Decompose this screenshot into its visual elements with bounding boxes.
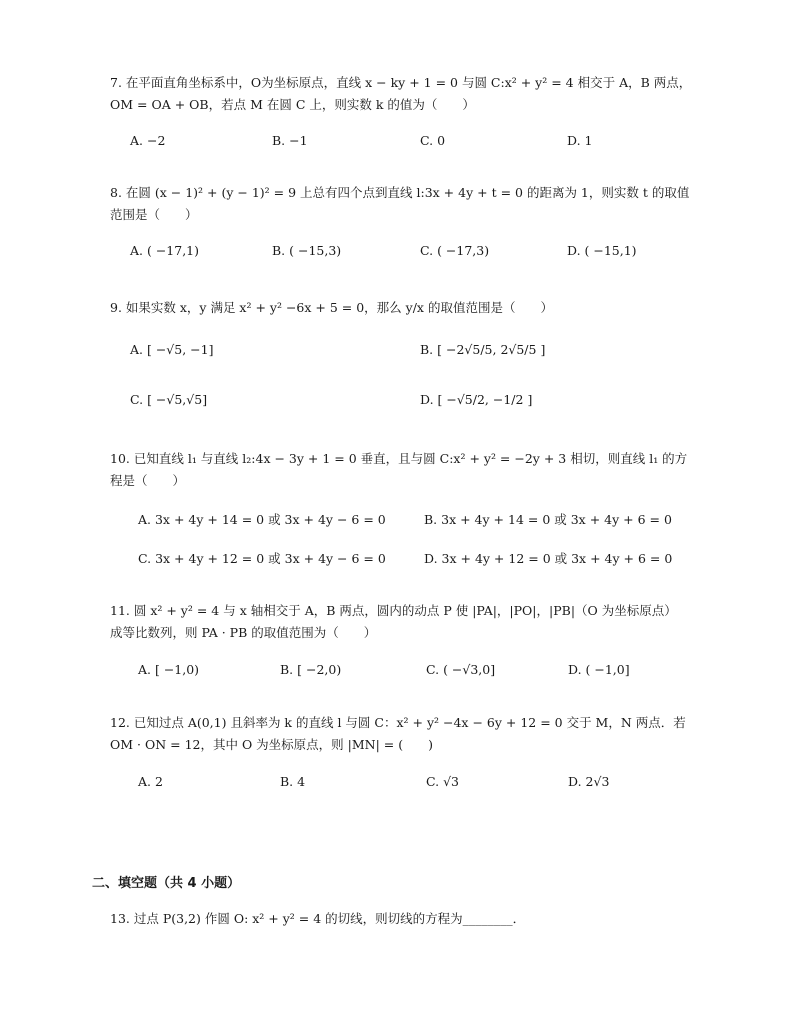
- question-10-option-c[interactable]: C. 3x + 4y + 12 = 0 或 3x + 4y − 6 = 0: [138, 551, 386, 566]
- question-11-option-d[interactable]: D. ( −1,0]: [568, 662, 630, 677]
- question-12: [110, 712, 710, 756]
- question-9-options-row-2: [130, 392, 690, 412]
- question-7: [110, 72, 710, 116]
- question-10-line-2: 程是（ ）: [110, 473, 186, 488]
- question-8-option-a[interactable]: A. ( −17,1): [130, 243, 200, 258]
- question-11: [110, 600, 710, 644]
- question-12-line-1: 12. 已知过点 A(0,1) 且斜率为 k 的直线 l 与圆 C：x² + y² −4x − 6y + 12 = 0 交于 M，N 两点．若: [110, 715, 686, 730]
- question-7-option-a[interactable]: A. −2: [130, 133, 166, 148]
- question-10-option-b[interactable]: B. 3x + 4y + 14 = 0 或 3x + 4y + 6 = 0: [424, 512, 672, 527]
- question-8-option-b[interactable]: B. ( −15,3): [272, 243, 342, 258]
- question-9-option-b[interactable]: B. [ −2√5/5, 2√5/5 ]: [420, 342, 546, 357]
- question-12-option-a[interactable]: A. 2: [138, 774, 163, 789]
- question-7-line-2: OM = OA + OB，若点 M 在圆 C 上，则实数 k 的值为（ ）: [110, 97, 475, 112]
- question-8: [110, 182, 710, 226]
- question-8-options: [130, 243, 690, 263]
- question-10-option-d[interactable]: D. 3x + 4y + 12 = 0 或 3x + 4y + 6 = 0: [424, 551, 673, 566]
- question-8-option-c[interactable]: C. ( −17,3): [420, 243, 490, 258]
- question-11-option-a[interactable]: A. [ −1,0): [138, 662, 200, 677]
- question-9-options-row-1: [130, 342, 690, 362]
- question-11-option-c[interactable]: C. ( −√3,0]: [426, 662, 496, 677]
- question-12-options: [138, 774, 698, 794]
- question-9: [110, 297, 710, 319]
- question-11-line-2: 成等比数列，则 PA · PB 的取值范围为（ ）: [110, 625, 377, 640]
- question-10-options-row-2: [138, 549, 698, 569]
- question-8-line-2: 范围是（ ）: [110, 207, 198, 222]
- question-7-option-b[interactable]: B. −1: [272, 133, 308, 148]
- question-12-line-2: OM · ON = 12，其中 O 为坐标原点，则 |MN| = ( ): [110, 737, 433, 752]
- question-11-option-b[interactable]: B. [ −2,0): [280, 662, 342, 677]
- question-7-option-d[interactable]: D. 1: [567, 133, 593, 148]
- question-12-option-c[interactable]: C. √3: [426, 774, 459, 789]
- question-7-line-1: 7. 在平面直角坐标系中，O为坐标原点，直线 x − ky + 1 = 0 与圆 C:x² + y² = 4 相交于 A，B 两点，: [110, 75, 692, 90]
- question-10: [110, 448, 710, 492]
- question-10-options-row-1: [138, 510, 698, 530]
- question-13-line-1: 13. 过点 P(3,2) 作圆 O: x² + y² = 4 的切线，则切线的方程为________．: [110, 911, 526, 926]
- question-9-option-a[interactable]: A. [ −√5, −1]: [130, 342, 214, 357]
- question-12-option-b[interactable]: B. 4: [280, 774, 306, 789]
- question-9-option-c[interactable]: C. [ −√5,√5]: [130, 392, 208, 407]
- question-11-line-1: 11. 圆 x² + y² = 4 与 x 轴相交于 A，B 两点，圆内的动点 P 使 |PA|，|PO|，|PB|（O 为坐标原点）: [110, 603, 677, 618]
- question-10-option-a[interactable]: A. 3x + 4y + 14 = 0 或 3x + 4y − 6 = 0: [138, 512, 386, 527]
- question-8-option-d[interactable]: D. ( −15,1): [567, 243, 637, 258]
- question-7-option-c[interactable]: C. 0: [420, 133, 446, 148]
- question-7-options: [130, 133, 690, 153]
- question-12-option-d[interactable]: D. 2√3: [568, 774, 610, 789]
- section-2-title: 二、填空题（共 4 小题）: [92, 876, 241, 891]
- question-11-options: [138, 662, 698, 682]
- question-13: [110, 908, 710, 930]
- question-9-option-d[interactable]: D. [ −√5/2, −1/2 ]: [420, 392, 533, 407]
- question-9-line-1: 9. 如果实数 x，y 满足 x² + y² −6x + 5 = 0，那么 y/x 的取值范围是（ ）: [110, 300, 553, 315]
- question-10-line-1: 10. 已知直线 l₁ 与直线 l₂:4x − 3y + 1 = 0 垂直，且与圆 C:x² + y² = −2y + 3 相切，则直线 l₁ 的方: [110, 451, 688, 466]
- question-8-line-1: 8. 在圆 (x − 1)² + (y − 1)² = 9 上总有四个点到直线 l:3x + 4y + t = 0 的距离为 1，则实数 t 的取值: [110, 185, 690, 200]
